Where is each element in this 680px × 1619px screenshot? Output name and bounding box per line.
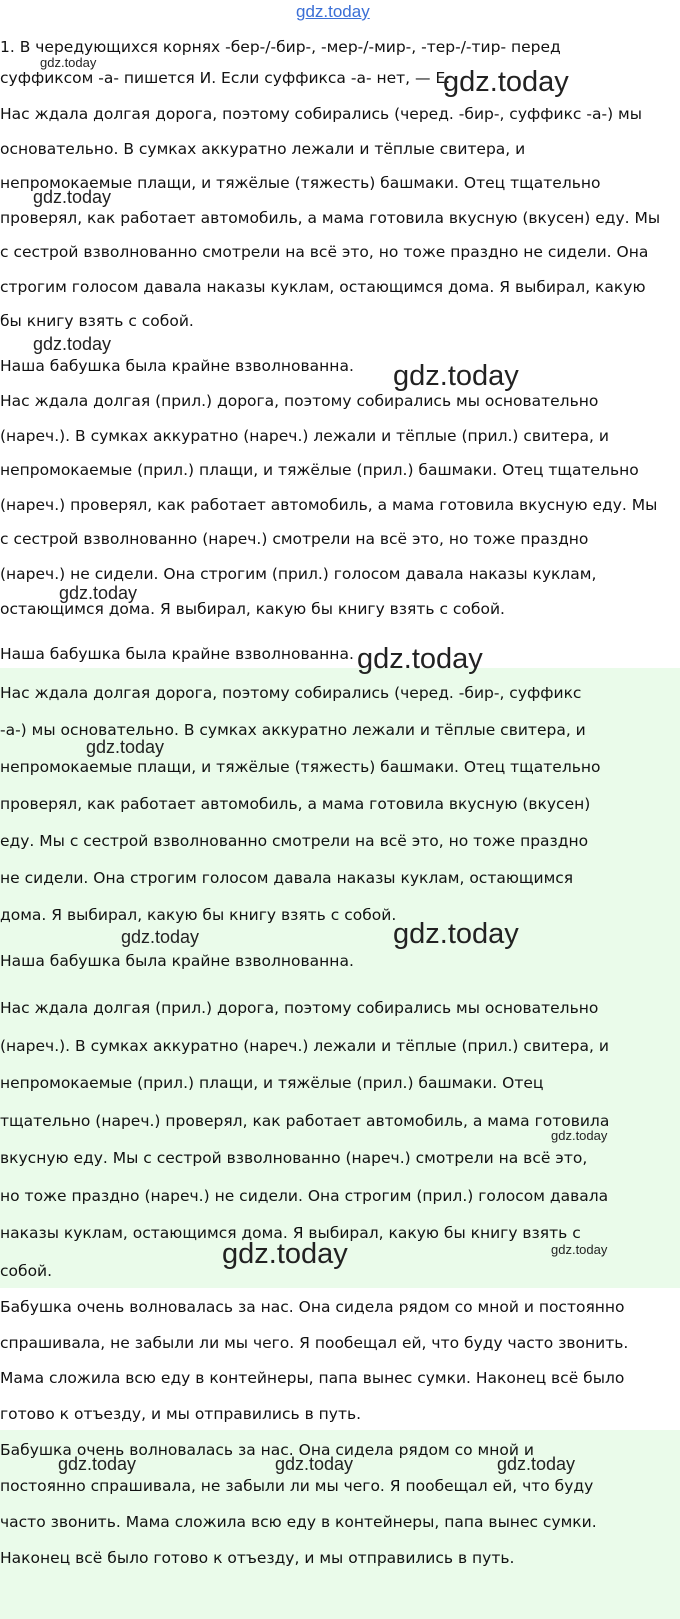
section1-sentence: Наша бабушка была крайне взволнованна. <box>0 357 354 375</box>
continuation-text-highlighted: Бабушка очень волновалась за нас. Она сидела рядом со мной и постоянно спрашивала, не забыли ли мы чего. Я пообещал ей, что буду часто звонить. Мама сложила всю еду в контейнеры, папа вынес сумки. Наконец всё было готово к отъезду, и мы отправились в путь. <box>0 1441 597 1567</box>
section2-parts-of-speech-text: Нас ждала долгая (прил.) дорога, поэтому собирались мы основательно (нареч.). В сумках аккуратно (нареч.) лежали и тёплые (прил.) свитера, и непромокаемые (прил.) плащи, и тяжёлые (прил.) башмаки. Отец тщательно (нареч.) проверял, как работает автомобиль, а мама готовила вкусную еду. Мы с сестрой взволнованно (нареч.) смотрели на всё это, но тоже праздно (нареч.) не сидели. Она строгим (прил.) голосом давала наказы куклам, остающимся дома. Я выбирал, какую бы книгу взять с собой. <box>0 999 610 1280</box>
watermark: gdz.today <box>33 334 112 354</box>
site-logo[interactable]: gdz.today <box>296 2 370 21</box>
watermark: gdz.today <box>86 737 165 757</box>
watermark: gdz.today <box>551 1128 608 1143</box>
watermark: gdz.today <box>275 1454 354 1474</box>
watermark: gdz.today <box>58 1454 137 1474</box>
section1-sentence-repeat: Наша бабушка была крайне взволнованна. <box>0 645 354 663</box>
continuation-text: Бабушка очень волновалась за нас. Она сидела рядом со мной и постоянно спрашивала, не забыли ли мы чего. Я пообещал ей, что буду часто звонить. Мама сложила всю еду в контейнеры, папа вынес сумки. Наконец всё было готово к отъезду, и мы отправились в путь. <box>0 1298 629 1423</box>
watermark: gdz.today <box>121 927 200 947</box>
watermark: gdz.today <box>357 643 483 675</box>
section2-sentence: Наша бабушка была крайне взволнованна. <box>0 952 354 970</box>
rule-text: 1. В чередующихся корнях -бер-/-бир-, -мер-/-мир-, -тер-/-тир- перед суффиксом -а- пишется И. Если суффикса -а- нет, — Е. <box>0 38 561 87</box>
watermark: gdz.today <box>59 583 138 603</box>
watermark: gdz.today <box>40 55 97 70</box>
section1-parts-of-speech-text: Нас ждала долгая (прил.) дорога, поэтому собирались мы основательно (нареч.). В сумках аккуратно (нареч.) лежали и тёплые (прил.) свитера, и непромокаемые (прил.) плащи, и тяжёлые (прил.) башмаки. Отец тщательно (нареч.) проверял, как работает автомобиль, а мама готовила вкусную еду. Мы с сестрой взволнованно (нареч.) смотрели на всё это, но тоже праздно (нареч.) не сидели. Она строгим (прил.) голосом давала наказы куклам, остающимся дома. Я выбирал, какую бы книгу взять с собой. <box>0 392 658 618</box>
watermark: gdz.today <box>443 66 569 98</box>
section1-annotated-text: Нас ждала долгая дорога, поэтому собирались (черед. -бир-, суффикс -а-) мы основательно. В сумках аккуратно лежали и тёплые свитера, и непромокаемые плащи, и тяжёлые (тяжесть) башмаки. Отец тщательно проверял, как работает автомобиль, а мама готовила вкусную (вкусен) еду. Мы с сестрой взволнованно смотрели на всё это, но тоже праздно не сидели. Она строгим голосом давала наказы куклам, остающимся дома. Я выбирал, какую бы книгу взять с собой. <box>0 105 661 330</box>
section2-annotated-text: Нас ждала долгая дорога, поэтому собирались (черед. -бир-, суффикс -а-) мы основательно. В сумках аккуратно лежали и тёплые свитера, и непромокаемые плащи, и тяжёлые (тяжесть) башмаки. Отец тщательно проверял, как работает автомобиль, а мама готовила вкусную (вкусен) еду. Мы с сестрой взволнованно смотрели на всё это, но тоже праздно не сидели. Она строгим голосом давала наказы куклам, остающимся дома. Я выбирал, какую бы книгу взять с собой. <box>0 684 601 924</box>
watermark: gdz.today <box>551 1242 608 1257</box>
watermark: gdz.today <box>33 187 112 207</box>
watermark: gdz.today <box>497 1454 576 1474</box>
watermark: gdz.today <box>222 1238 348 1270</box>
watermark: gdz.today <box>393 360 519 392</box>
watermark: gdz.today <box>393 918 519 950</box>
